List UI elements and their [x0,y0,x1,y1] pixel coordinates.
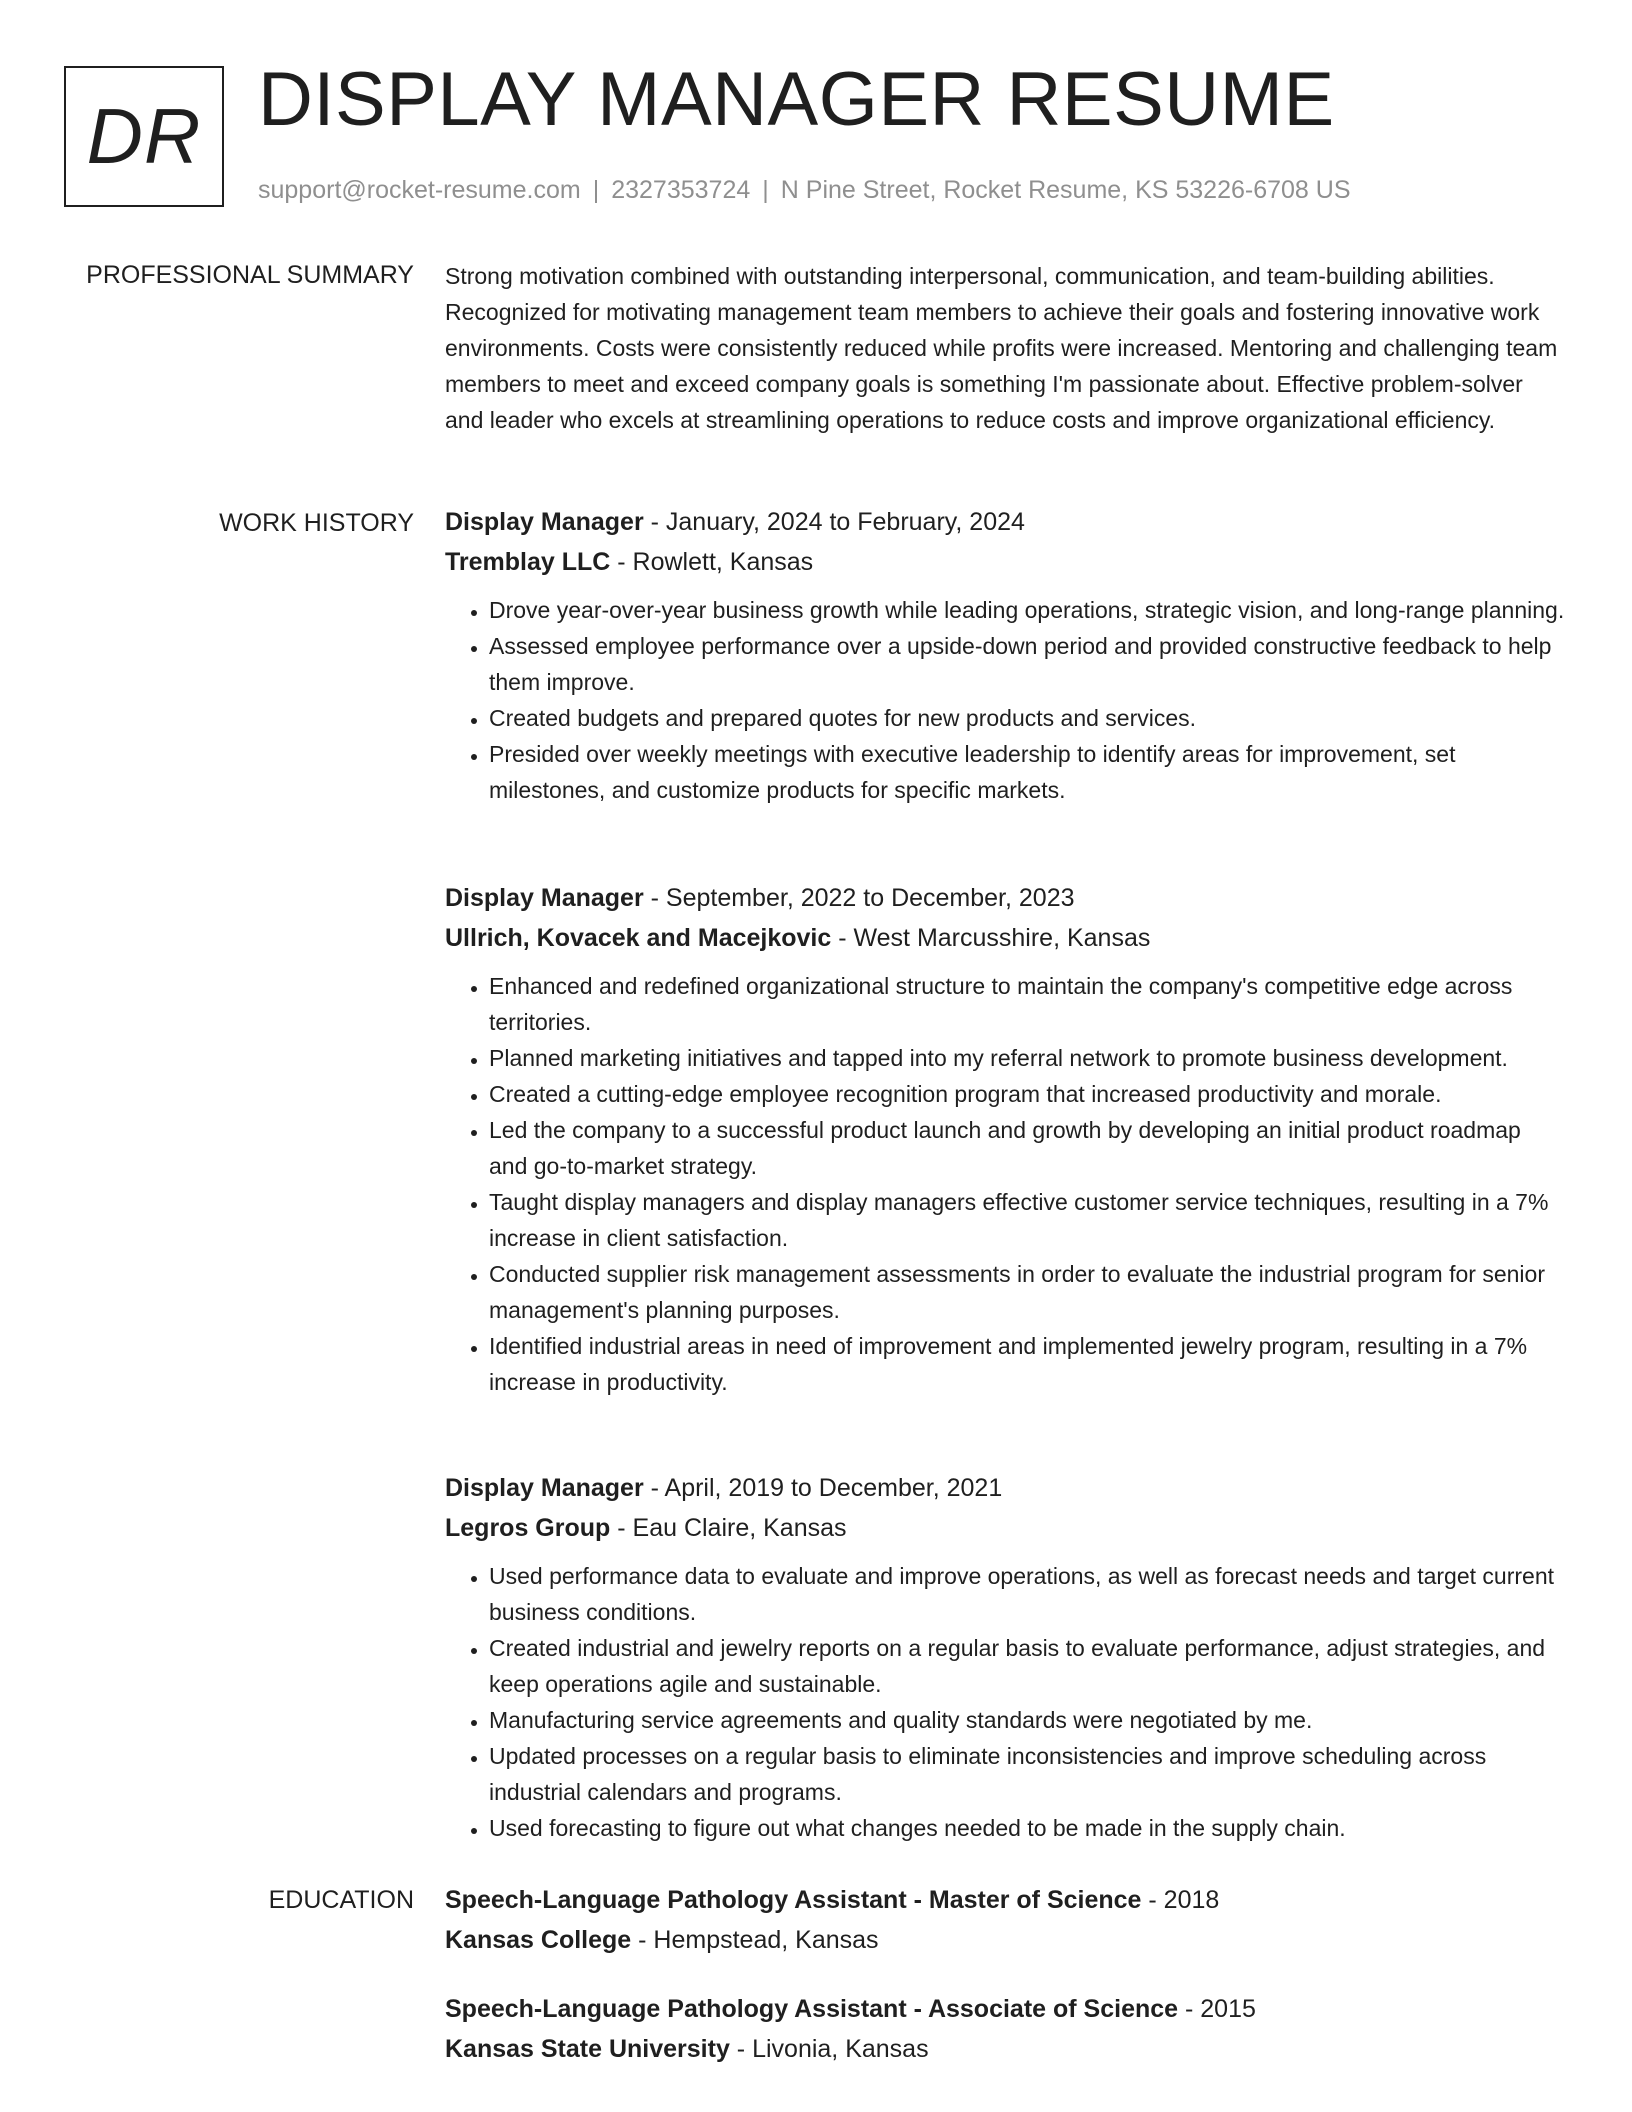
job-dates: - April, 2019 to December, 2021 [643,1474,1003,1502]
school-line [445,2029,1565,2069]
job-bullet: • Created a cutting-edge employee recognition program that increased productivity and morale. [489,1076,1565,1112]
address: N Pine Street, Rocket Resume, KS 53226-6708 US [780,176,1351,204]
job-title: Display Manager [445,884,644,912]
job-bullet: • Identified industrial areas in need of improvement and implemented jewelry program, resulting in a 7% increase in productivity. [489,1328,1565,1400]
job-bullet: • Manufacturing service agreements and quality standards were negotiated by me. [489,1702,1565,1738]
job-location: - Eau Claire, Kansas [610,1514,847,1542]
school-line [445,1920,1565,1960]
degree: Speech-Language Pathology Assistant - Associate of Science [445,1995,1179,2023]
job-dates: - September, 2022 to December, 2023 [643,884,1075,912]
job-bullet: • Updated processes on a regular basis to eliminate inconsistencies and improve scheduling across industrial calendars and programs. [489,1738,1565,1810]
job-company: Tremblay LLC [445,548,611,576]
job-bullets [445,1558,1565,1846]
job-bullet: • Used performance data to evaluate and improve operations, as well as forecast needs and target current business conditions. [489,1558,1565,1630]
contact-separator: | [592,176,600,204]
job-bullet: • Created budgets and prepared quotes for new products and services. [489,700,1565,736]
page-title: DISPLAY MANAGER RESUME [258,57,1335,142]
degree-line [445,1989,1565,2029]
job-bullet: • Enhanced and redefined organizational structure to maintain the company's competitive edge across territories. [489,968,1565,1040]
job-entry [445,1468,1565,1846]
monogram-logo: DR [64,66,224,207]
school-location: - Livonia, Kansas [729,2035,929,2063]
job-bullet: • Conducted supplier risk management assessments in order to evaluate the industrial program for senior management's planning purposes. [489,1256,1565,1328]
job-title-line [445,1468,1565,1508]
job-title-line [445,878,1565,918]
job-bullet: • Assessed employee performance over a upside-down period and provided constructive feedback to help them improve. [489,628,1565,700]
section-label-summary: PROFESSIONAL SUMMARY [86,261,414,289]
job-bullet: • Drove year-over-year business growth while leading operations, strategic vision, and long-range planning. [489,592,1565,628]
job-company-line [445,542,1565,582]
job-entry [445,502,1565,808]
job-bullets [445,968,1565,1400]
summary-text: Strong motivation combined with outstanding interpersonal, communication, and team-building abilities. Recognized for motivating management team members to achieve their goals and fostering innovative work environments. Costs were consistently reduced while profits were increased. Mentoring and challenging team members to meet and exceed company goals is something I'm passionate about. Effective problem-solver and leader who excels at streamlining operations to reduce costs and improve organizational efficiency. [445,263,1558,433]
job-entry [445,878,1565,1400]
job-title: Display Manager [445,1474,644,1502]
degree-line [445,1880,1565,1920]
school: Kansas College [445,1926,632,1954]
job-bullet: • Planned marketing initiatives and tapped into my referral network to promote business development. [489,1040,1565,1076]
school: Kansas State University [445,2035,730,2063]
job-location: - West Marcusshire, Kansas [831,924,1151,952]
degree-year: - 2018 [1141,1886,1220,1914]
job-bullet: • Used forecasting to figure out what changes needed to be made in the supply chain. [489,1810,1565,1846]
job-dates: - January, 2024 to February, 2024 [643,508,1025,536]
degree: Speech-Language Pathology Assistant - Master of Science [445,1886,1142,1914]
education-entry [445,1880,1565,1960]
education-entry [445,1989,1565,2069]
job-title: Display Manager [445,508,644,536]
section-label-work-history: WORK HISTORY [219,509,414,537]
job-company: Legros Group [445,1514,611,1542]
job-bullet: • Led the company to a successful product launch and growth by developing an initial product roadmap and go-to-market strategy. [489,1112,1565,1184]
job-company-line [445,1508,1565,1548]
job-bullet: • Presided over weekly meetings with executive leadership to identify areas for improvement, set milestones, and customize products for specific markets. [489,736,1565,808]
contact-separator: | [762,176,769,204]
school-location: - Hempstead, Kansas [631,1926,879,1954]
job-bullets [445,592,1565,808]
job-title-line [445,502,1565,542]
contact-line [258,174,1351,206]
job-location: - Rowlett, Kansas [610,548,814,576]
section-label-education: EDUCATION [268,1886,414,1914]
job-bullet: • Created industrial and jewelry reports on a regular basis to evaluate performance, adjust strategies, and keep operations agile and sustainable. [489,1630,1565,1702]
email-link[interactable]: support@rocket-resume.com [258,176,581,204]
job-bullet: • Taught display managers and display managers effective customer service techniques, resulting in a 7% increase in client satisfaction. [489,1184,1565,1256]
degree-year: - 2015 [1178,1995,1256,2023]
job-company: Ullrich, Kovacek and Macejkovic [445,924,832,952]
phone-number[interactable]: 2327353724 [611,176,751,204]
job-company-line [445,918,1565,958]
